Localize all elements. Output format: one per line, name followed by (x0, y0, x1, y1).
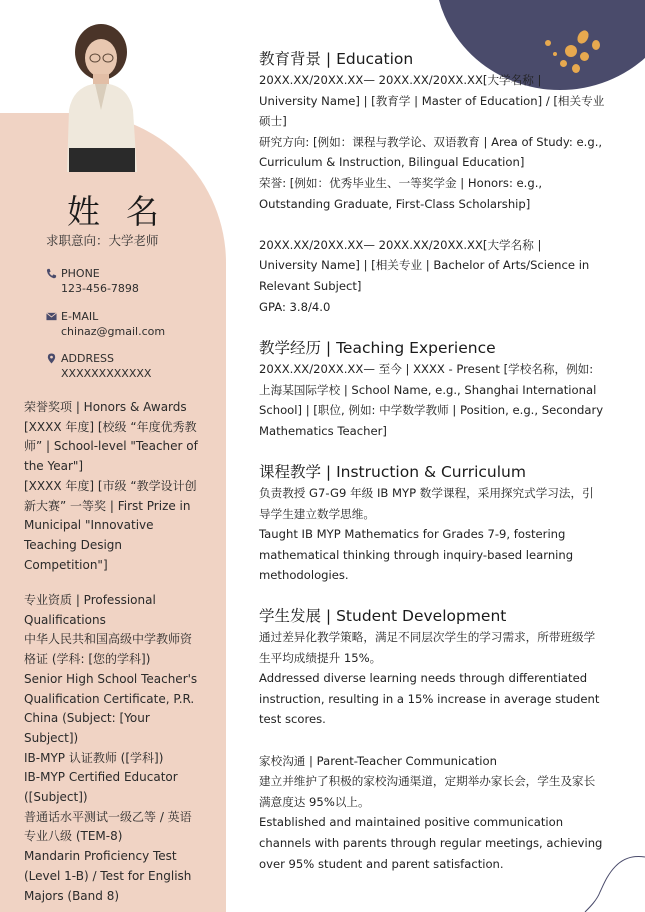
phone-label: PHONE (61, 267, 100, 280)
experience-line: 上海某国际学校 | School Name, e.g., Shanghai International (259, 382, 597, 397)
experience-section (259, 337, 609, 441)
person-name: 姓名 (67, 192, 185, 231)
section-title: 教学经历 | Teaching Experience (259, 339, 496, 357)
qualification-line: Qualifications (24, 612, 106, 627)
qualification-line: China (Subject: [Your Subject]) (24, 711, 150, 745)
education-line: 20XX.XX/20XX.XX— 20XX.XX/20XX.XX[大学名称 | (259, 73, 542, 87)
qualification-line: Senior High School Teacher's (24, 671, 198, 686)
education-section (259, 48, 609, 317)
experience-line: School] | [职位, 例如: 中学数学教师 | Position, e.g., Secondary (259, 403, 604, 418)
section-title: 教育背景 | Education (259, 50, 414, 68)
qualification-line: IB-MYP Certified Educator (24, 770, 178, 785)
location-pin-icon (46, 353, 57, 364)
section-title: 学生发展 | Student Development (259, 607, 507, 625)
qualification-line: 格证 (学科: [您的学科]) (24, 652, 151, 667)
decorative-dot (545, 40, 551, 46)
education-line: 研究方向: [例如：课程与教学论、双语教育 | Area of Study: e.g., (259, 134, 603, 149)
phone-icon (46, 268, 57, 279)
honors-line: 师” | School-level "Teacher of (24, 439, 198, 454)
contact-email (46, 309, 221, 339)
phone-value: 123-456-7898 (61, 282, 139, 295)
address-label: ADDRESS (61, 352, 115, 365)
development-line: channels with parents through regular meetings, achieving (259, 835, 603, 850)
honors-line: Competition"] (24, 557, 108, 572)
development-line: 建立并维护了积极的家校沟通渠道，定期举办家长会，学生及家长 (259, 774, 596, 789)
qualification-line: Mandarin Proficiency Test (24, 849, 177, 864)
education-line (259, 214, 609, 235)
development-line: 满意度达 95%以上。 (259, 794, 370, 809)
email-value: chinaz@gmail.com (61, 325, 166, 338)
qualification-line: 普通话水平测试一级乙等 / 英语 (24, 809, 192, 824)
curriculum-line: methodologies. (259, 568, 349, 583)
curriculum-section (259, 461, 609, 586)
development-line: Established and maintained positive communication (259, 815, 564, 830)
education-line: 硕士] (259, 114, 287, 129)
email-label: E-MAIL (61, 310, 99, 323)
honors-line: 新大赛” 一等奖 | First Prize in (24, 498, 191, 513)
curriculum-line: mathematical thinking through inquiry-based learning (259, 547, 574, 562)
qualification-line: 专业资质 | Professional (24, 593, 156, 607)
honors-section (24, 398, 204, 575)
development-line: 通过差异化教学策略，满足不同层次学生的学习需求，所带班级学 (259, 630, 596, 644)
honors-line: 荣誉奖项 | Honors & Awards (24, 400, 187, 414)
development-line: Addressed diverse learning needs through differentiated (259, 671, 588, 686)
education-line: University Name] | [相关专业 | Bachelor of Arts/Science in (259, 258, 590, 273)
curriculum-line: Taught IB MYP Mathematics for Grades 7-9, fostering (259, 527, 566, 542)
development-line: test scores. (259, 712, 326, 727)
qualification-line: 中华人民共和国高级中学教师资 (24, 632, 193, 647)
development-line: 家校沟通 | Parent-Teacher Communication (259, 753, 497, 768)
development-section (259, 605, 609, 874)
qualification-line: IB-MYP 认证教师 ([学科]) (24, 750, 164, 765)
qualification-line: (Level 1-B) / Test for English (24, 868, 192, 883)
profile-photo (55, 20, 147, 172)
development-line: instruction, resulting in a 15% increase in average student (259, 691, 600, 706)
development-line: over 95% student and parent satisfaction. (259, 856, 504, 871)
education-line: University Name] | [教育学 | Master of Education] / [相关专业 (259, 93, 605, 108)
development-line: 生平均成绩提升 15%。 (259, 650, 382, 665)
education-line: Outstanding Graduate, First-Class Scholarship] (259, 196, 531, 211)
job-objective: 求职意向：大学老师 (46, 233, 159, 248)
mail-icon (46, 311, 57, 322)
qualifications-section (24, 591, 204, 906)
curriculum-line: 导学生建立数学思维。 (259, 506, 375, 521)
honors-line: [XXXX 年度] [市级 “教学设计创 (24, 478, 197, 493)
education-line: Curriculum & Instruction, Bilingual Education] (259, 155, 525, 170)
qualification-line: ([Subject]) (24, 790, 88, 805)
qualification-line: Qualification Certificate, P.R. (24, 691, 195, 706)
honors-line: the Year"] (24, 459, 84, 474)
address-value: XXXXXXXXXXXX (61, 367, 152, 380)
qualification-line: 专业八级 (TEM-8) (24, 829, 123, 844)
honors-line: [XXXX 年度] [校级 “年度优秀教 (24, 419, 197, 434)
honors-line: Teaching Design (24, 537, 123, 552)
experience-line: 20XX.XX/20XX.XX— 至今 | XXXX - Present [学校名称，例如: (259, 362, 594, 376)
education-line: 荣誉: [例如：优秀毕业生、一等奖学金 | Honors: e.g., (259, 175, 543, 190)
education-line: Relevant Subject] (259, 278, 362, 293)
section-title: 课程教学 | Instruction & Curriculum (259, 463, 526, 481)
experience-line: Mathematics Teacher] (259, 423, 387, 438)
education-line: GPA: 3.8/4.0 (259, 299, 331, 314)
qualification-line: Majors (Band 8) (24, 888, 120, 903)
contact-address (46, 351, 221, 381)
education-line: 20XX.XX/20XX.XX— 20XX.XX/20XX.XX[大学名称 | (259, 237, 542, 252)
contact-phone (46, 266, 221, 296)
curriculum-line: 负责教授 G7-G9 年级 IB MYP 数学课程，采用探究式学习法，引 (259, 486, 594, 500)
development-line (259, 730, 609, 751)
honors-line: Municipal "Innovative (24, 518, 154, 533)
